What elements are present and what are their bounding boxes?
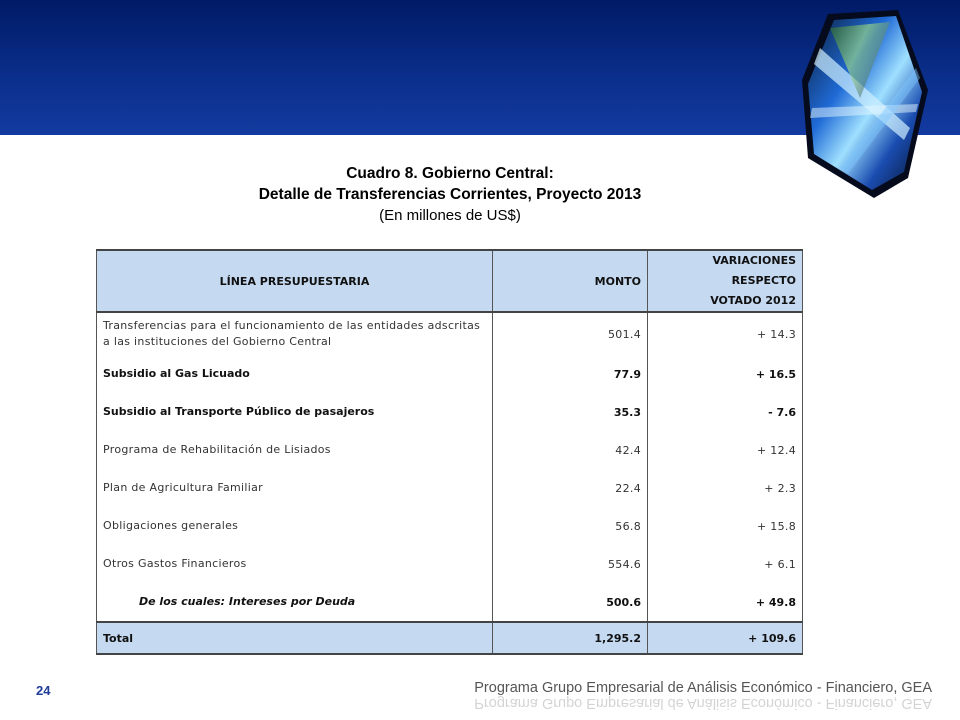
table-total-row bbox=[97, 622, 803, 654]
header-line: LÍNEA PRESUPUESTARIA bbox=[97, 250, 493, 312]
row-line: De los cuales: Intereses por Deuda bbox=[97, 583, 493, 622]
table-row bbox=[97, 545, 803, 583]
page-number: 24 bbox=[36, 683, 51, 698]
table-row-subitem bbox=[97, 583, 803, 622]
light-streak-hexagon-logo bbox=[800, 8, 930, 200]
title-line-1: Cuadro 8. Gobierno Central: bbox=[346, 165, 554, 182]
table-row bbox=[97, 355, 803, 393]
table-header-row bbox=[97, 250, 803, 312]
header-amount: MONTO bbox=[493, 250, 648, 312]
table-row bbox=[97, 312, 803, 355]
row-amount: 77.9 bbox=[493, 355, 648, 393]
row-amount: 501.4 bbox=[493, 312, 648, 355]
row-variation: + 14.3 bbox=[648, 312, 803, 355]
row-line: Otros Gastos Financieros bbox=[97, 545, 493, 583]
row-variation: - 7.6 bbox=[648, 393, 803, 431]
row-variation: + 2.3 bbox=[648, 469, 803, 507]
row-amount: 56.8 bbox=[493, 507, 648, 545]
table-row bbox=[97, 469, 803, 507]
row-variation: + 16.5 bbox=[648, 355, 803, 393]
table-title bbox=[200, 163, 700, 226]
row-amount: 554.6 bbox=[493, 545, 648, 583]
row-amount: 42.4 bbox=[493, 431, 648, 469]
header-variation-line1: VARIACIONES RESPECTO bbox=[712, 254, 796, 287]
header-variation bbox=[648, 250, 803, 312]
row-amount: 35.3 bbox=[493, 393, 648, 431]
footer-program-reflection: Programa Grupo Empresarial de Análisis Económico - Financiero, GEA bbox=[474, 695, 932, 711]
budget-table bbox=[96, 249, 803, 655]
title-unit: (En millones de US$) bbox=[379, 207, 521, 224]
row-line: Subsidio al Gas Licuado bbox=[97, 355, 493, 393]
table-row bbox=[97, 507, 803, 545]
footer-program-text: Programa Grupo Empresarial de Análisis Económico - Financiero, GEA bbox=[474, 680, 932, 696]
row-line: Obligaciones generales bbox=[97, 507, 493, 545]
total-amount: 1,295.2 bbox=[493, 622, 648, 654]
row-amount: 22.4 bbox=[493, 469, 648, 507]
total-variation: + 109.6 bbox=[648, 622, 803, 654]
row-amount: 500.6 bbox=[493, 583, 648, 622]
table-row bbox=[97, 431, 803, 469]
row-variation: + 12.4 bbox=[648, 431, 803, 469]
row-line: Programa de Rehabilitación de Lisiados bbox=[97, 431, 493, 469]
row-line: Subsidio al Transporte Público de pasajeros bbox=[97, 393, 493, 431]
row-variation: + 6.1 bbox=[648, 545, 803, 583]
row-variation: + 15.8 bbox=[648, 507, 803, 545]
row-line: Transferencias para el funcionamiento de las entidades adscritas a las instituciones del Gobierno Central bbox=[97, 312, 493, 355]
table-row bbox=[97, 393, 803, 431]
total-line: Total bbox=[97, 622, 493, 654]
header-variation-line2: VOTADO 2012 bbox=[710, 294, 796, 307]
row-variation: + 49.8 bbox=[648, 583, 803, 622]
row-line: Plan de Agricultura Familiar bbox=[97, 469, 493, 507]
title-line-2: Detalle de Transferencias Corrientes, Proyecto 2013 bbox=[258, 186, 642, 203]
